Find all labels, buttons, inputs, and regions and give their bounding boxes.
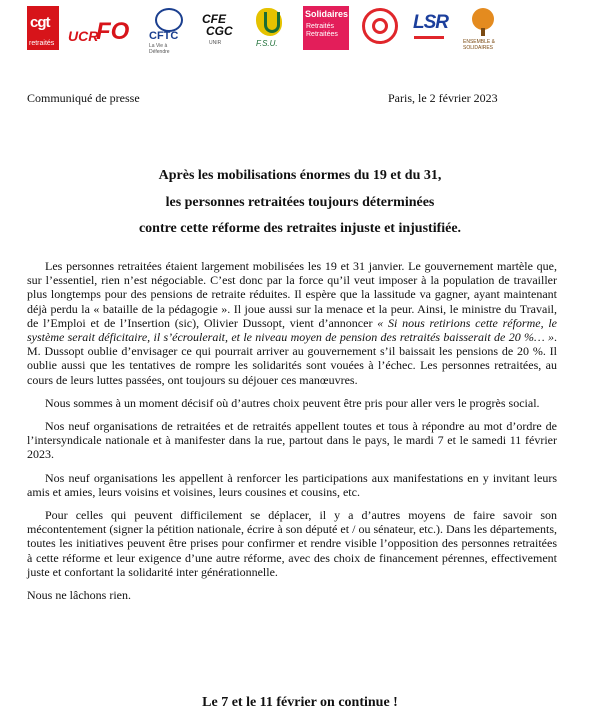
minister-quote: « Si nous retirions cette réforme, le système serait déficitaire, il s’écroulerait, et le niveau moyen de pension des retraités baisserait de 20 %… » — [27, 315, 557, 345]
paragraph: Pour celles qui peuvent difficilement se déplacer, il y a d’autres moyens de faire savoir son mécontentement (signer la pétition nationale, écrire à son député et / ou sénateur, etc.). Dans les départements, toutes les initiatives peuvent être prises pour confirmer et rendre visible l’opposition des personnes retraitées à cette réforme et leur exigence d’une autre réforme, avec des choix de financement pérennes, effectivement juste et confortant la solidarité inter générationnelle. — [27, 508, 557, 579]
logos-banner — [0, 6, 600, 55]
generations-logo — [463, 6, 503, 50]
logo-text: F.S.U. — [256, 39, 278, 48]
fsu-u-icon — [264, 12, 280, 33]
lsr-logo — [412, 6, 448, 50]
body-text — [27, 259, 557, 611]
logo-text: UCR — [68, 28, 99, 44]
logo-subtext: La Vie à Défendre — [149, 43, 170, 55]
lsr-underline-icon — [414, 36, 444, 39]
tree-icon — [472, 8, 494, 30]
ensemble-retraites-logo — [359, 6, 399, 50]
headline-line: les personnes retraitées toujours déterminées — [165, 194, 435, 210]
closing-slogan: Le 7 et le 11 février on continue ! — [202, 695, 398, 710]
headline-line: contre cette réforme des retraites injuste et injustifiée. — [138, 221, 462, 236]
solidaires-logo — [303, 6, 349, 50]
dateline: Paris, le 2 février 2023 — [388, 91, 498, 105]
cftc-logo — [146, 6, 188, 55]
cftc-emblem-icon — [155, 8, 183, 32]
headline — [27, 163, 573, 243]
logo-text: ENSEMBLE & SOLIDAIRES — [463, 39, 495, 51]
cfe-cgc-logo — [199, 6, 239, 50]
logo-text: Solidaires — [305, 9, 349, 19]
paragraph: Nous sommes à un moment décisif où d’autres choix peuvent être pris pour aller vers le progrès social. — [45, 395, 540, 410]
cgt-retraites-logo — [27, 6, 59, 50]
paragraph: Nos neuf organisations les appellent à renforcer les participations aux manifestations en y invitant leurs amis et amies, leurs voisins et voisines, leurs cousines et cousins, etc. — [27, 470, 557, 499]
fsu-logo — [252, 6, 288, 50]
tree-trunk-icon — [481, 28, 485, 36]
logo-subtext: retraités — [29, 40, 55, 47]
headline-line: Après les mobilisations énormes du 19 et du 31, — [158, 168, 442, 183]
logo-text: CFE — [202, 12, 226, 26]
logo-subtext: Retraités Retraitées — [306, 23, 338, 38]
logo-text: CFTC — [149, 30, 179, 42]
paragraph: Nous ne lâchons rien. — [27, 588, 131, 603]
paragraph — [27, 259, 557, 387]
logo-subtext: FO — [96, 18, 130, 45]
paragraph-text: Les personnes retraitées étaient largement mobilisées les 19 et 31 janvier. Le gouvernement martèle que, sur l’essentiel, rien n’est négociable. C’est donc par la force qu’il veut imposer à la population de travailler plus longtemps pour des pensions de retraite réduites. Il espère que la lassitude va gagner, ayant maintenant déjà perdu la « bataille de la pédagogie ». Il joue aussi sur la menace et la peur. Ainsi, le ministre du Travail, de l’Emploi et de l’Insertion (sic), Olivier Dussopt, vient d’annoncer — [27, 259, 557, 330]
paragraph: Nos neuf organisations de retraitées et de retraités appellent toutes et tous à répondre au mot d’ordre de l’intersyndicale nationale et à manifester dans la rue, partout dans le pays, le mardi 7 et le samedi 11 février 2023. — [27, 419, 557, 462]
paragraph-text: . M. Dussopt oublie d’envisager ce qui pourrait arriver au gouvernement s’il baissait les pensions de 20 %. Il oublie aussi que les tentatives de rompre les solidarités sont vouées à l’échec. Les personnes retraitées, au cours de leurs luttes passées, ont toujours su déjouer ces manœuvres. — [27, 330, 557, 387]
logo-text: LSR — [413, 12, 448, 33]
ensemble-inner-ring-icon — [372, 18, 388, 34]
press-release-label: Communiqué de presse — [27, 91, 140, 105]
logo-tiny-text: UNIR — [209, 40, 222, 46]
logo-text: cgt — [30, 14, 50, 31]
logo-subtext: CGC — [206, 24, 233, 38]
ucr-fo-logo — [68, 6, 128, 50]
